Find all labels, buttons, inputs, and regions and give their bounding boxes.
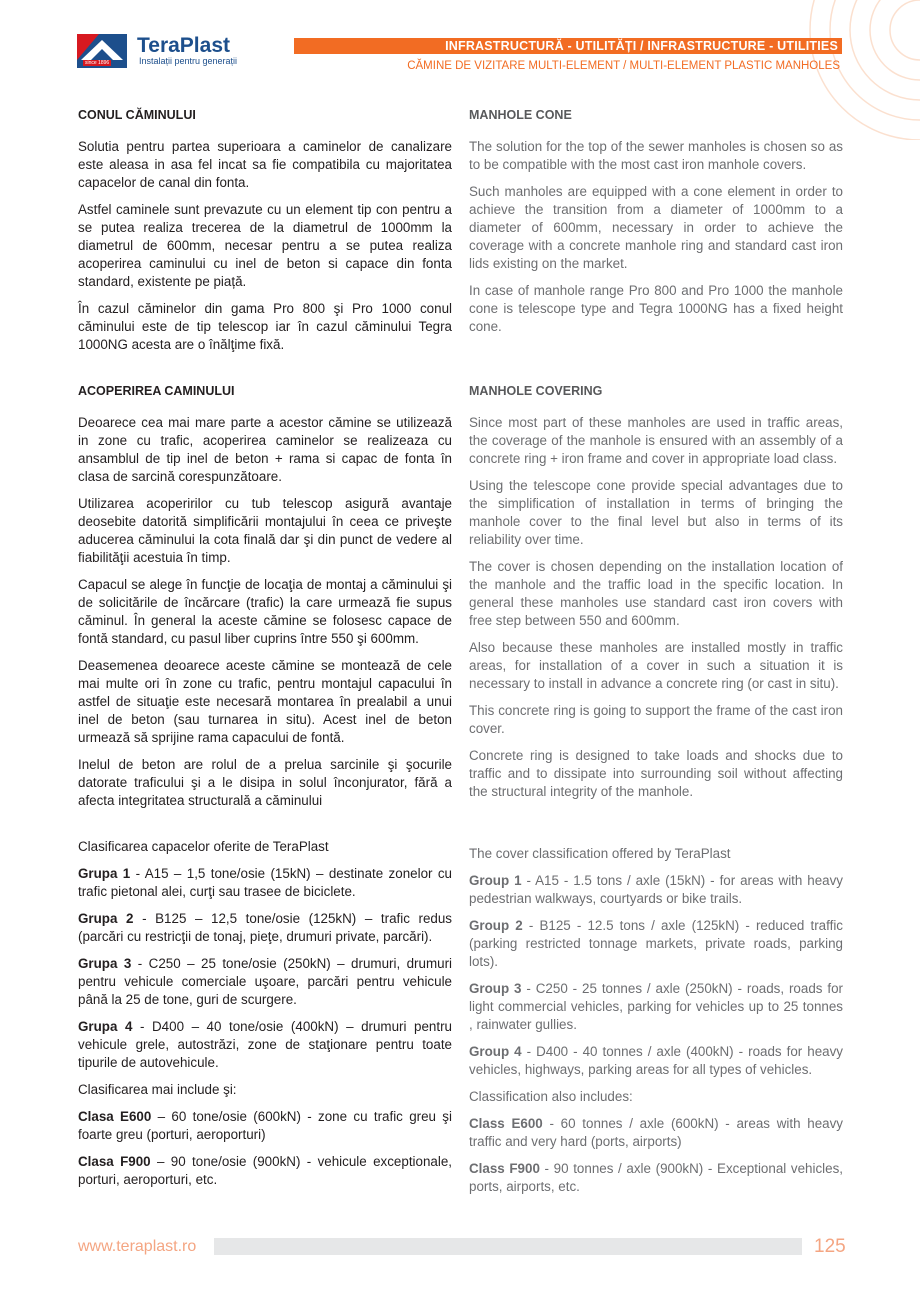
group-text: - C250 – 25 tone/osie (250kN) – drumuri, drumuri pentru vehicule comerciale uşoare, parcări pentru vehicule până la 25 de tone, guri de scurgere. [78, 956, 452, 1007]
teraplast-logo[interactable] [77, 34, 247, 68]
group-text: - B125 – 12,5 tone/osie (125kN) – trafic redus (parcări cu restricţii de tonaj, pieţe, drumuri private, parcări). [78, 911, 452, 944]
group-label: Group 3 [469, 981, 522, 996]
right-section-cone [469, 106, 843, 345]
left-section-covering [78, 382, 452, 819]
class-label: Clasa F900 [78, 1154, 151, 1169]
group-label: Grupa 3 [78, 956, 132, 971]
group-label: Group 1 [469, 873, 522, 888]
class-item [78, 1153, 452, 1189]
section-heading: MANHOLE COVERING [469, 384, 603, 398]
paragraph: Deasemenea deoarece aceste cămine se montează de cele mai multe ori în zone cu trafic, pentru montajul capacului în astfel de situaţie este necesară montarea în prealabil a unui inel de beton (sau turnarea in situ). Acest inel de beton urmează să sprijine rama capacului de fontă. [78, 658, 452, 745]
group-label: Group 4 [469, 1044, 522, 1059]
classification-intro: The cover classification offered by TeraPlast [469, 846, 731, 861]
class-label: Class F900 [469, 1161, 540, 1176]
group-text: - A15 – 1,5 tone/osie (15kN) – destinate zonelor cu trafic pietonal alei, curţi sau trasee de biciclete. [78, 866, 452, 899]
classification-intro: Clasificarea capacelor oferite de TeraPlast [78, 839, 329, 854]
section-heading: MANHOLE CONE [469, 108, 572, 122]
group-text: - B125 - 12.5 tons / axle (125kN) - reduced traffic (parking restricted tonnage markets, private roads, parking lots). [469, 918, 843, 969]
group-item [469, 872, 843, 908]
paragraph: Capacul se alege în funcţie de locaţia de montaj a căminului şi de solicitările de încărcare (trafic) la care urmează fie supus căminul. În general la aceste cămine se folosesc capace de fontă standard, cu pasul liber cuprins între 550 şi 600mm. [78, 577, 452, 646]
paragraph: Astfel caminele sunt prevazute cu un element tip con pentru a se putea realiza trecerea de la diametrul de 1000mm la diametrul de 600mm, necesar pentru a se putea realiza acoperirea caminului cu inel de beton si capace din fonta standard, existente pe piață. [78, 202, 452, 289]
group-text: - D400 – 40 tone/osie (400kN) – drumuri pentru vehicule grele, autostrăzi, zone de staţionare pentru toate tipurile de autovehicule. [78, 1019, 452, 1070]
class-item [469, 1115, 843, 1151]
group-text: - A15 - 1.5 tons / axle (15kN) - for areas with heavy pedestrian walkways, courtyards or bike trails. [469, 873, 843, 906]
class-text: - 60 tonnes / axle (600kN) - areas with heavy traffic and very hard (ports, airports) [469, 1116, 843, 1149]
group-item [469, 917, 843, 971]
paragraph: În cazul căminelor din gama Pro 800 şi Pro 1000 conul căminului este de tip telescop iar în cazul căminului Tegra 1000NG acesta are o înălţime fixă. [78, 301, 452, 352]
group-text: - D400 - 40 tonnes / axle (400kN) - roads for heavy vehicles, highways, parking areas for all types of vehicles. [469, 1044, 843, 1077]
section-heading: CONUL CĂMINULUI [78, 108, 196, 122]
group-item [78, 910, 452, 946]
section-banner: INFRASTRUCTURĂ - UTILITĂȚI / INFRASTRUCTURE - UTILITIES [294, 38, 842, 54]
group-label: Grupa 4 [78, 1019, 133, 1034]
right-section-classification [469, 845, 843, 1205]
paragraph: In case of manhole range Pro 800 and Pro 1000 the manhole cone is telescope type and Tegra 1000NG has a fixed height cone. [469, 283, 843, 334]
group-item [78, 865, 452, 901]
paragraph: The cover is chosen depending on the installation location of the manhole and the traffic load in the specific location. In general these manholes use standard cast iron covers with free step between 550 and 600mm. [469, 559, 843, 628]
class-item [469, 1160, 843, 1196]
group-item [469, 980, 843, 1034]
paragraph: Using the telescope cone provide special advantages due to the simplification of installation in terms of bringing the manhole cover to the final level but also in terms of its reliability over time. [469, 478, 843, 547]
paragraph: This concrete ring is going to support the frame of the cast iron cover. [469, 703, 843, 736]
paragraph: Such manholes are equipped with a cone element in order to achieve the transition from a diameter of 1000mm to a diameter of 600mm, necessary in order to achieve the coverage with a concrete manhole ring and standard cast iron lids existing on the market. [469, 184, 843, 271]
class-text: – 90 tone/osie (900kN) - vehicule exceptionale, porturi, aeroporturi, etc. [78, 1154, 452, 1187]
logo-brand: TeraPlast [137, 34, 230, 57]
paragraph: Deoarece cea mai mare parte a acestor cămine se utilizează in zone cu trafic, acoperirea caminelor se realizeaza cu ansamblul de tip inel de beton + rama si capac de fonta în clasa de sarcină corespunzătoare. [78, 415, 452, 484]
footer-website-link[interactable]: www.teraplast.ro [78, 1238, 197, 1255]
group-item [78, 1018, 452, 1072]
group-item [469, 1043, 843, 1079]
paragraph: The solution for the top of the sewer manholes is chosen so as to be compatible with the most cast iron manhole covers. [469, 139, 843, 172]
paragraph: Utilizarea acoperirilor cu tub telescop asigură avantaje deosebite datorită simplificării montajului în ceea ce priveşte aducerea căminului la cota finală dar şi din punct de vedere al fiabilităţii acestuia în timp. [78, 496, 452, 565]
classification-intro-2: Clasificarea mai include şi: [78, 1082, 237, 1097]
logo-tagline: Instalații pentru generații [139, 56, 238, 66]
right-section-covering [469, 382, 843, 810]
class-item [78, 1108, 452, 1144]
paragraph: Inelul de beton are rolul de a prelua sarcinile şi şocurile datorate traficului şi a le disipa in solul înconjurator, fără a afecta integritatea structurală a căminului [78, 757, 452, 808]
group-item [78, 955, 452, 1009]
class-text: – 60 tone/osie (600kN) - zone cu trafic greu şi foarte greu (porturi, aeroporturi) [78, 1109, 452, 1142]
class-label: Clasa E600 [78, 1109, 152, 1124]
group-label: Group 2 [469, 918, 523, 933]
group-text: - C250 - 25 tonnes / axle (250kN) - roads, roads for light commercial vehicles, parking for vehicles up to 25 tonnes , rainwater gullies. [469, 981, 843, 1032]
class-text: - 90 tonnes / axle (900kN) - Exceptional vehicles, ports, airports, etc. [469, 1161, 843, 1194]
group-label: Grupa 1 [78, 866, 131, 881]
class-label: Class E600 [469, 1116, 543, 1131]
left-section-classification [78, 838, 452, 1198]
footer-bar [214, 1238, 802, 1255]
logo-since: since 1896 [85, 60, 110, 66]
paragraph: Also because these manholes are installed mostly in traffic areas, for installation of a cover in such a situation it is necessary to install in advance a concrete ring (or cast in situ). [469, 640, 843, 691]
left-section-cone [78, 106, 452, 363]
section-subtitle: CĂMINE DE VIZITARE MULTI-ELEMENT / MULTI-ELEMENT PLASTIC MANHOLES [407, 60, 840, 72]
paragraph: Concrete ring is designed to take loads and shocks due to traffic and to dissipate into surrounding soil without affecting the structural integrity of the manhole. [469, 748, 843, 799]
page-number: 125 [814, 1236, 846, 1257]
group-label: Grupa 2 [78, 911, 134, 926]
classification-intro-2: Classification also includes: [469, 1089, 633, 1104]
paragraph: Since most part of these manholes are used in traffic areas, the coverage of the manhole is ensured with an assembly of a concrete ring + iron frame and cover in appropriate load class. [469, 415, 843, 466]
section-heading: ACOPERIREA CAMINULUI [78, 384, 235, 398]
paragraph: Solutia pentru partea superioara a caminelor de canalizare este aleasa in asa fel incat sa fie compatibila cu majoritatea capacelor de canal din fonta. [78, 139, 452, 190]
